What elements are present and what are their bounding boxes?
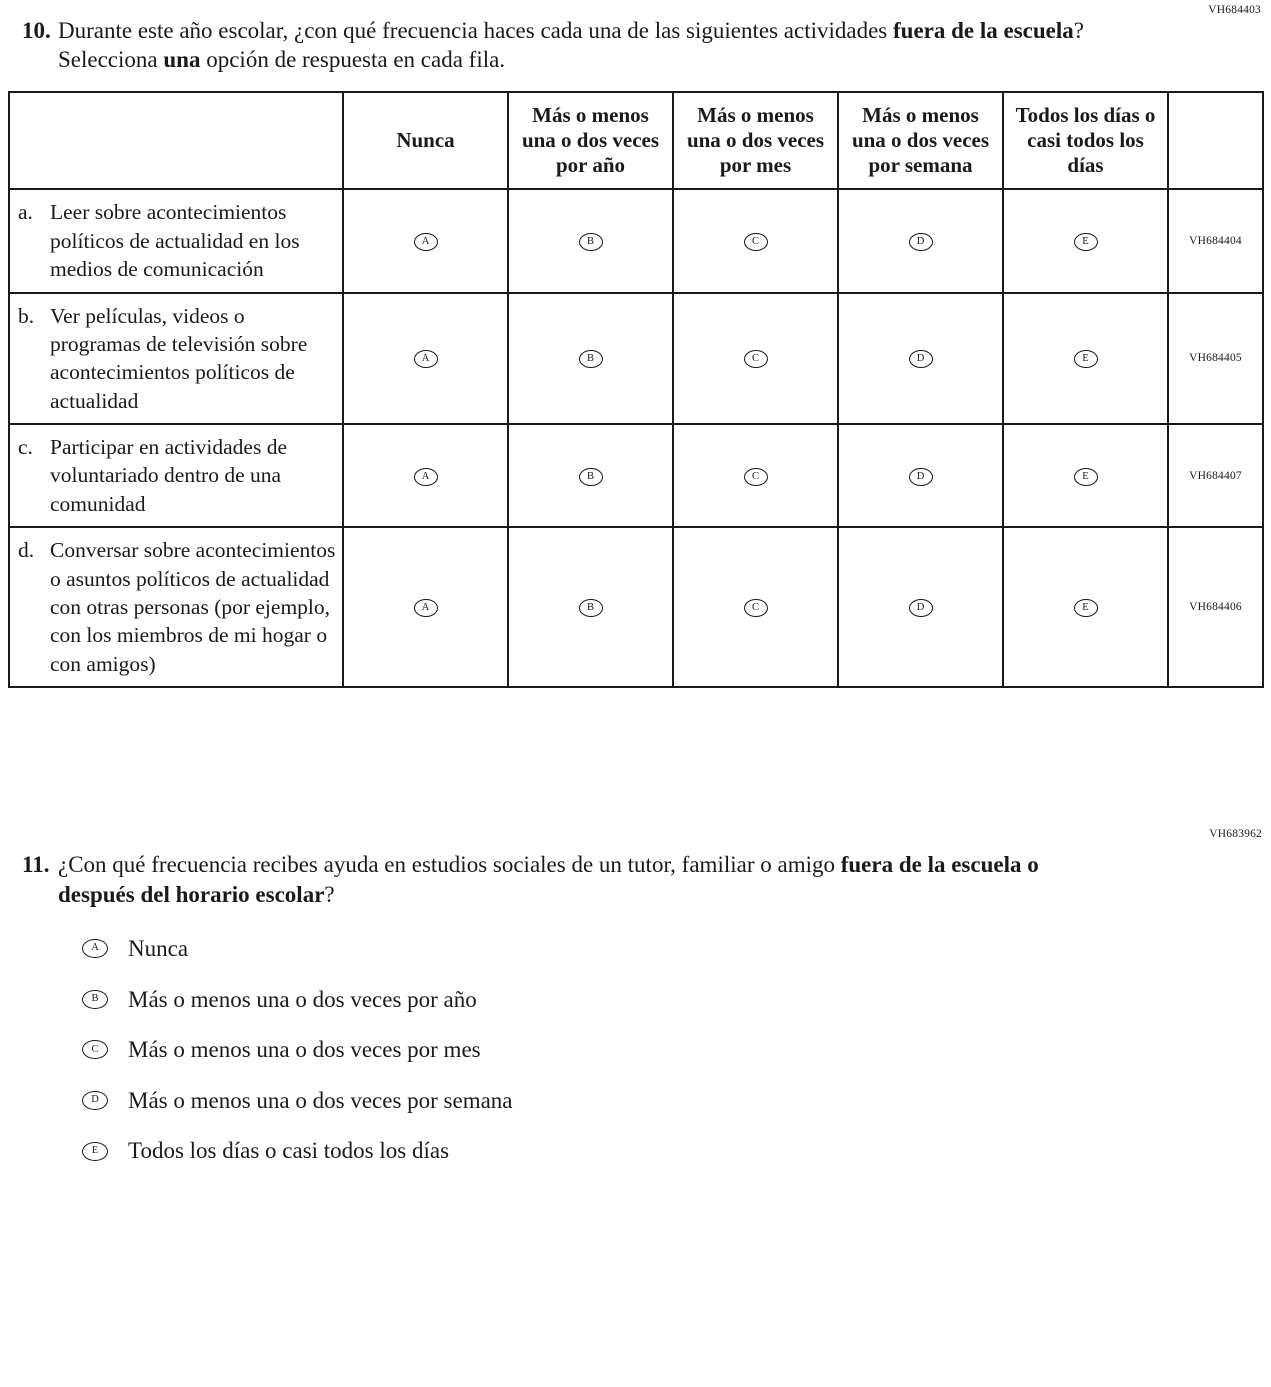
row-c-letter: c. (18, 435, 33, 460)
q10-row-d-option-B[interactable]: B (579, 599, 603, 617)
q11-option-A[interactable] (82, 935, 1263, 963)
q10-row-c-option-D[interactable]: D (909, 468, 933, 486)
q11-option-B[interactable] (82, 986, 1263, 1014)
row-b-letter: b. (18, 303, 35, 328)
q10-row-b-option-D[interactable]: D (909, 350, 933, 368)
q10-row-d-option-D[interactable]: D (909, 599, 933, 617)
q11-prompt-pre: ¿Con qué frecuencia recibes ayuda en estudios sociales de un tutor, familiar o amigo (58, 852, 841, 878)
column-header-por-mes: Más o menos una o dos veces por mes (673, 92, 838, 190)
row-a-text: Leer sobre acontecimientos políticos de actualidad en los medios de comunicación (50, 200, 300, 282)
q10-row-d-option-C[interactable]: C (744, 599, 768, 617)
q11-option-E-label: Todos los días o casi todos los días (128, 1138, 450, 1164)
question-11-prompt (58, 850, 1088, 909)
q11-option-D-bubble[interactable]: D (82, 1091, 108, 1110)
row-d-text: Conversar sobre acontecimientos o asuntos políticos de actualidad con otras personas (por ejemplo, con los miembros de mi hogar o con amigos) (50, 538, 336, 676)
row-a-letter: a. (18, 200, 33, 225)
row-c-label-cell (9, 424, 343, 527)
row-b-text: Ver películas, videos o programas de televisión sobre acontecimientos políticos de actualidad (50, 303, 308, 413)
q10-row-b-option-B[interactable]: B (579, 350, 603, 368)
q10-row-c-option-A[interactable]: A (414, 468, 438, 486)
q11-option-C-label: Más o menos una o dos veces por mes (128, 1037, 481, 1063)
table-row-d (9, 527, 1263, 687)
column-header-todos-los-dias: Todos los días o casi todos los días (1003, 92, 1168, 190)
column-header-por-semana: Más o menos una o dos veces por semana (838, 92, 1003, 190)
q10-prompt-bold2: una (163, 47, 201, 73)
matrix-corner-cell (9, 92, 343, 190)
q10-row-c-option-E[interactable]: E (1074, 468, 1098, 486)
matrix-code-header-cell (1168, 92, 1263, 190)
question-10 (8, 16, 1263, 75)
column-header-por-ano: Más o menos una o dos veces por año (508, 92, 673, 190)
q10-row-b-option-A[interactable]: A (414, 350, 438, 368)
q10-prompt-bold1: fuera de la escuela (893, 18, 1074, 43)
q11-option-D[interactable] (82, 1087, 1263, 1115)
q10-row-a-option-A[interactable]: A (414, 233, 438, 251)
q11-option-C-bubble[interactable]: C (82, 1040, 108, 1059)
row-b-code: VH684405 (1168, 293, 1263, 425)
q11-option-E-bubble[interactable]: E (82, 1142, 108, 1161)
row-c-code: VH684407 (1168, 424, 1263, 527)
row-c-text: Participar en actividades de voluntariado dentro de una comunidad (50, 435, 287, 516)
q10-prompt-post: opción de respuesta en cada fila. (200, 47, 506, 73)
q11-option-B-label: Más o menos una o dos veces por año (128, 986, 477, 1012)
q10-row-d-option-E[interactable]: E (1074, 599, 1098, 617)
question-11-number: 11. (22, 852, 50, 878)
q11-prompt-post: ? (324, 881, 335, 907)
q11-option-E[interactable] (82, 1137, 1263, 1165)
q11-option-A-label: Nunca (128, 935, 189, 961)
table-row-c (9, 424, 1263, 527)
q10-row-c-option-B[interactable]: B (579, 468, 603, 486)
q11-prompt-bold: fuera de la escuela o después del horario escolar (58, 852, 1039, 907)
q10-row-a-option-E[interactable]: E (1074, 233, 1098, 251)
q10-row-b-option-E[interactable]: E (1074, 350, 1098, 368)
question-10-number: 10. (22, 18, 51, 43)
question-11-accession-code: VH683962 (1209, 828, 1262, 841)
q11-option-C[interactable] (82, 1036, 1263, 1064)
column-header-nunca: Nunca (343, 92, 508, 190)
row-a-label-cell (9, 189, 343, 292)
row-d-letter: d. (18, 538, 35, 563)
q11-option-A-bubble[interactable]: A (82, 939, 108, 958)
q11-option-D-label: Más o menos una o dos veces por semana (128, 1087, 513, 1113)
table-row-a (9, 189, 1263, 292)
row-a-code: VH684404 (1168, 189, 1263, 292)
row-d-label-cell (9, 527, 343, 687)
row-b-label-cell (9, 293, 343, 425)
question-11 (8, 850, 1263, 909)
page-accession-code: VH684403 (1208, 4, 1261, 16)
table-row-b (9, 293, 1263, 425)
q10-row-a-option-C[interactable]: C (744, 233, 768, 251)
matrix-header-row (9, 92, 1263, 190)
q10-prompt-mid: ? Selecciona (58, 18, 1084, 73)
q10-row-a-option-D[interactable]: D (909, 233, 933, 251)
q10-row-c-option-C[interactable]: C (744, 468, 768, 486)
q10-prompt-pre: Durante este año escolar, ¿con qué frecuencia haces cada una de las siguientes actividades (58, 18, 893, 43)
q10-response-matrix (8, 91, 1264, 688)
q10-row-b-option-C[interactable]: C (744, 350, 768, 368)
q10-row-d-option-A[interactable]: A (414, 599, 438, 617)
question-10-prompt (58, 16, 1088, 75)
q10-row-a-option-B[interactable]: B (579, 233, 603, 251)
q11-options-list (82, 935, 1263, 1165)
row-d-code: VH684406 (1168, 527, 1263, 687)
q11-option-B-bubble[interactable]: B (82, 990, 108, 1009)
